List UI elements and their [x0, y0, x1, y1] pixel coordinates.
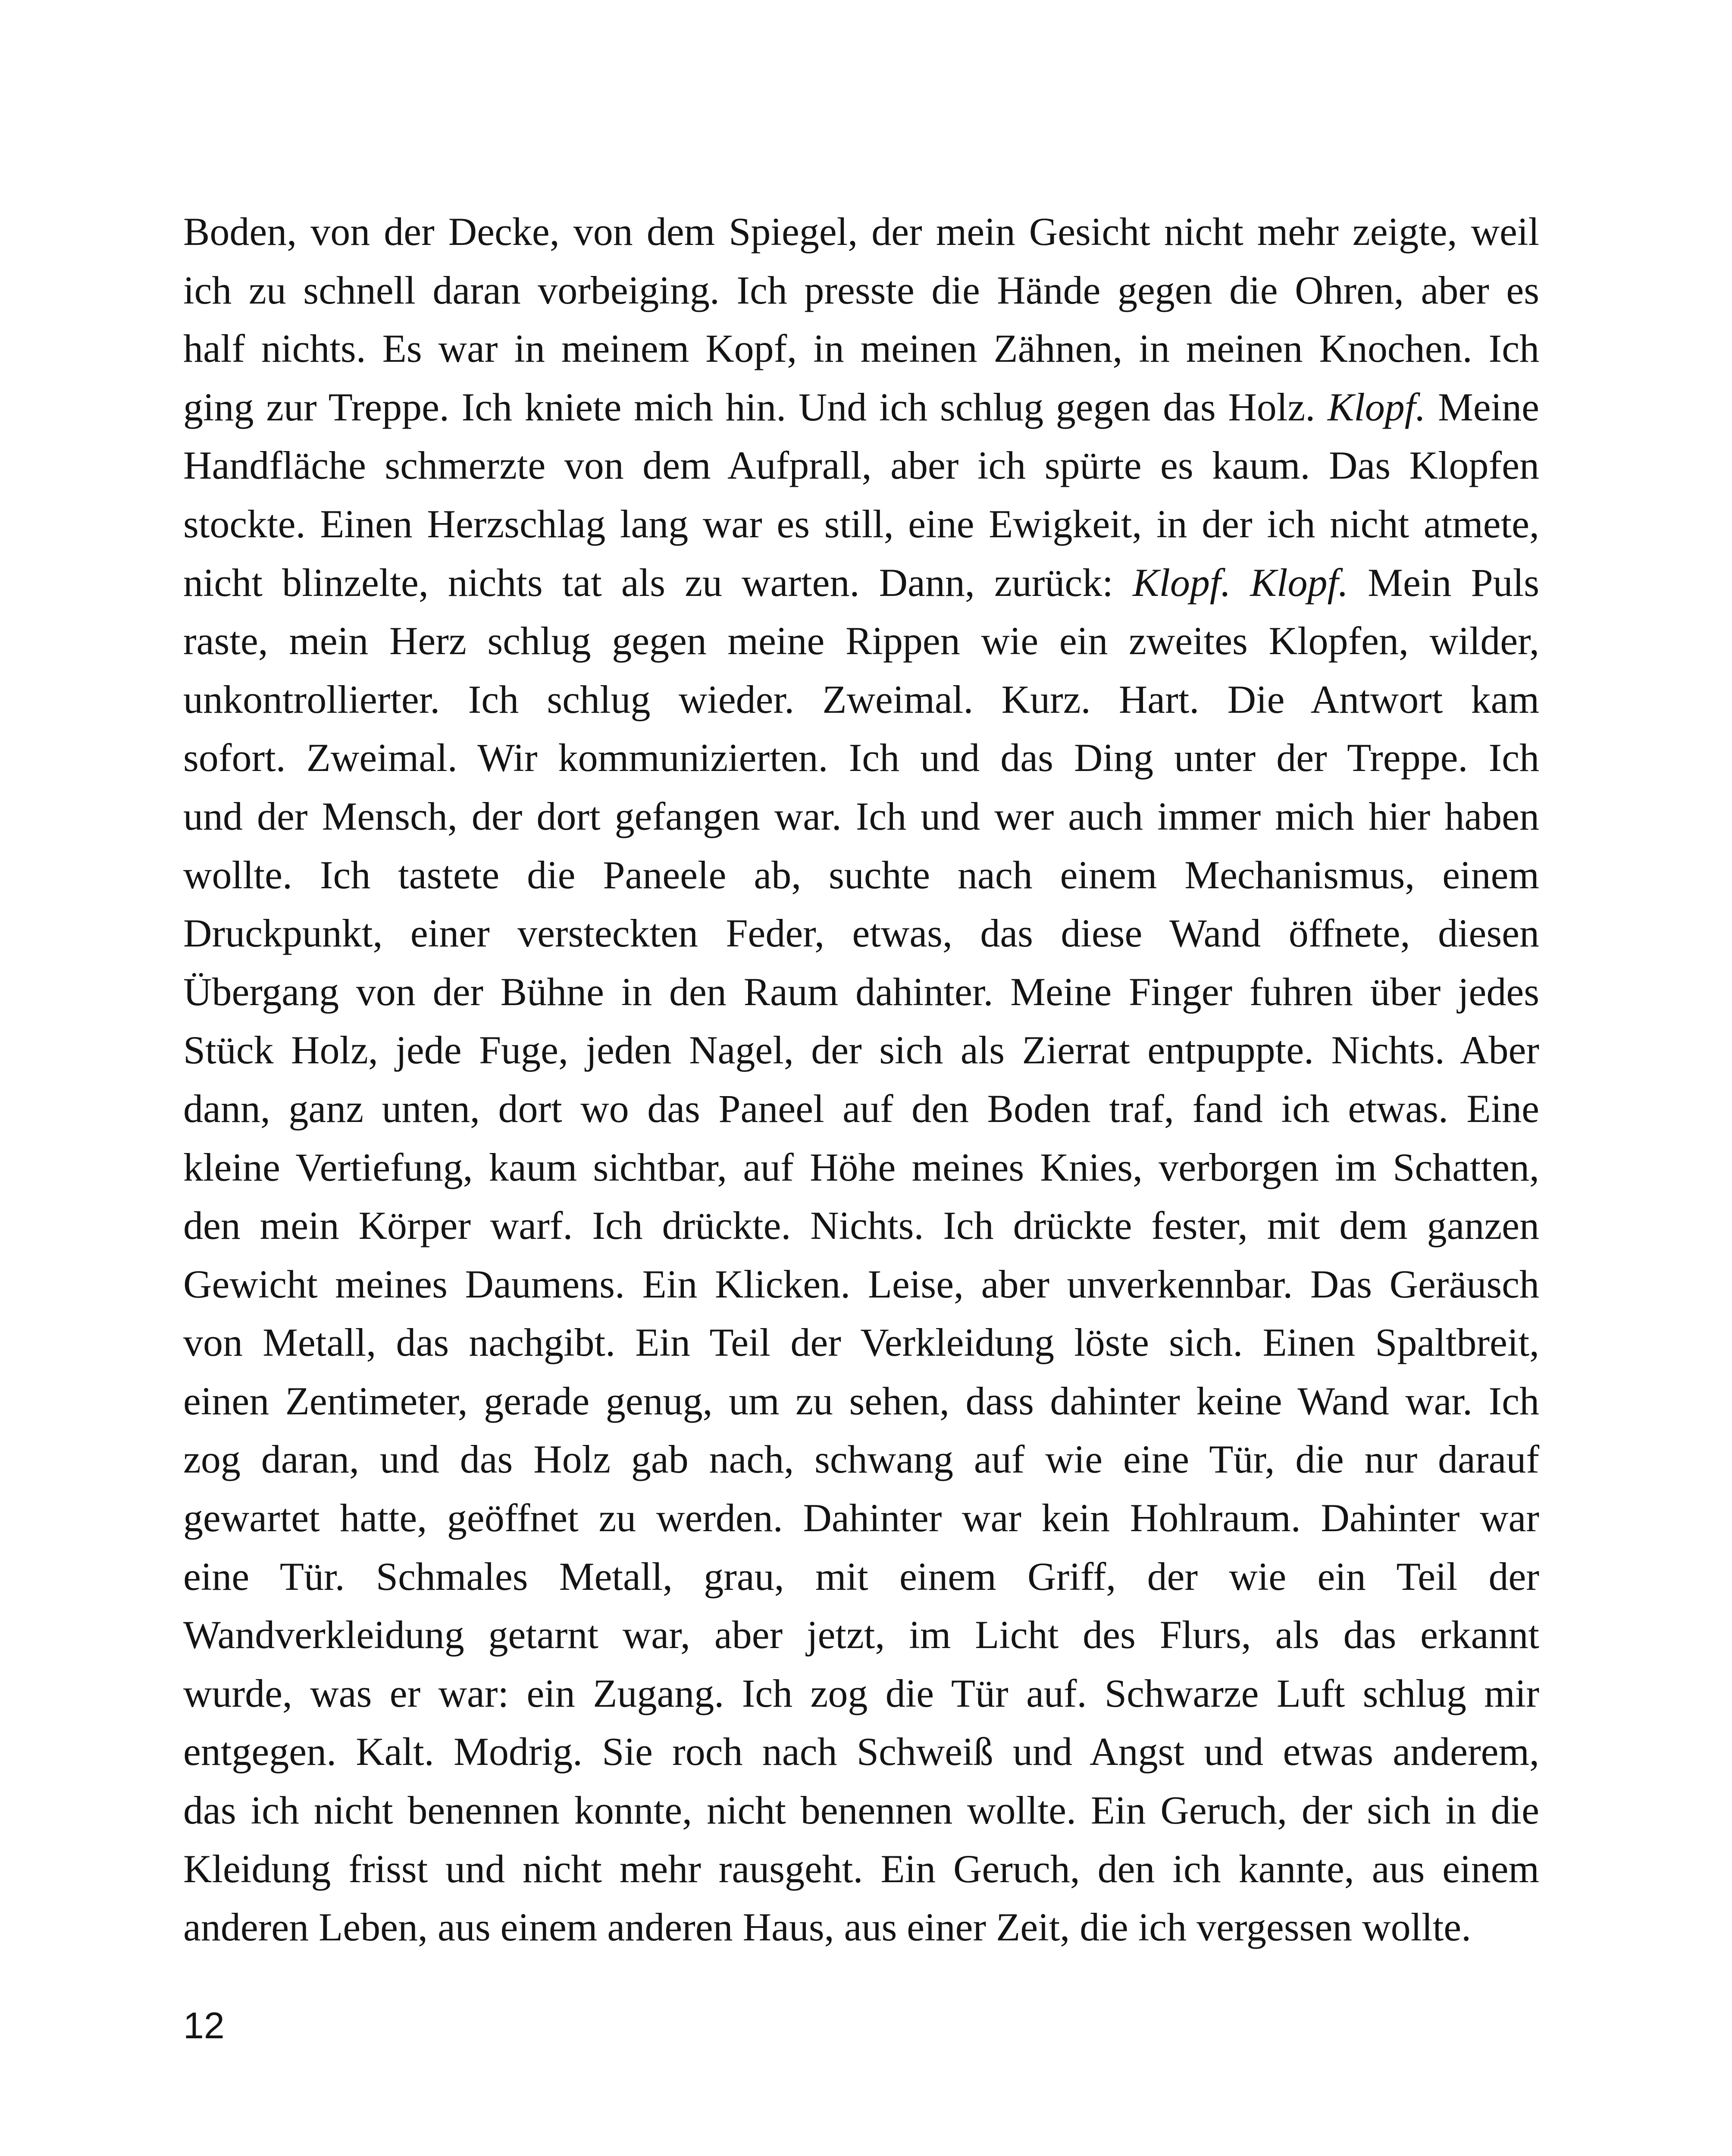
- text-line: [183, 1255, 1539, 1314]
- text-line: [183, 1664, 1539, 1723]
- text-segment: raste, mein Herz schlug gegen meine Rippen wie ein zweites Klopfen, wilder,: [183, 619, 1539, 663]
- text-line: [183, 904, 1539, 963]
- text-line: [183, 612, 1539, 671]
- text-segment: und der Mensch, der dort gefangen war. Ich und wer auch immer mich hier haben: [183, 794, 1539, 838]
- page-number: 12: [183, 2005, 225, 2046]
- text-line: [183, 1898, 1539, 1957]
- text-segment: kleine Vertiefung, kaum sichtbar, auf Höhe meines Knies, verborgen im Schatten,: [183, 1145, 1539, 1189]
- text-segment: von Metall, das nachgibt. Ein Teil der Verkleidung löste sich. Einen Spaltbreit,: [183, 1320, 1539, 1365]
- text-segment: dann, ganz unten, dort wo das Paneel auf den Boden traf, fand ich etwas. Eine: [183, 1086, 1539, 1131]
- text-line: [183, 1021, 1539, 1080]
- text-segment: stockte. Einen Herzschlag lang war es still, eine Ewigkeit, in der ich nicht atmete,: [183, 501, 1539, 546]
- text-line: [183, 1197, 1539, 1255]
- text-segment: den mein Körper warf. Ich drückte. Nichts. Ich drückte fester, mit dem ganzen: [183, 1203, 1539, 1248]
- text-segment: Druckpunkt, einer versteckten Feder, etwas, das diese Wand öffnete, diesen: [183, 911, 1539, 956]
- text-segment: unkontrollierter. Ich schlug wieder. Zweimal. Kurz. Hart. Die Antwort kam: [183, 677, 1539, 721]
- text-line: [183, 1430, 1539, 1489]
- text-line: [183, 1489, 1539, 1548]
- text-line: [183, 320, 1539, 378]
- text-segment: Handfläche schmerzte von dem Aufprall, aber ich spürte es kaum. Das Klopfen: [183, 443, 1539, 488]
- text-segment: gewartet hatte, geöffnet zu werden. Dahinter war kein Hohlraum. Dahinter war: [183, 1496, 1539, 1540]
- text-line: [183, 495, 1539, 554]
- text-segment: Gewicht meines Daumens. Ein Klicken. Leise, aber unverkennbar. Das Geräusch: [183, 1262, 1539, 1306]
- body-text: [183, 203, 1539, 1957]
- text-segment: das ich nicht benennen konnte, nicht benennen wollte. Ein Geruch, der sich in die: [183, 1788, 1539, 1833]
- text-line: [183, 436, 1539, 495]
- text-line: [183, 1372, 1539, 1431]
- text-line: [183, 1840, 1539, 1899]
- text-segment: ich zu schnell daran vorbeiging. Ich presste die Hände gegen die Ohren, aber es: [183, 268, 1539, 312]
- text-segment: Mein Puls: [1348, 560, 1540, 605]
- text-segment: Übergang von der Bühne in den Raum dahinter. Meine Finger fuhren über jedes: [183, 969, 1539, 1014]
- text-segment: Wandverkleidung getarnt war, aber jetzt, im Licht des Flurs, als das erkannt: [183, 1613, 1539, 1657]
- text-line: [183, 1606, 1539, 1664]
- italic-text: Klopf. Klopf.: [1132, 560, 1349, 605]
- text-line: [183, 1080, 1539, 1138]
- text-line: [183, 787, 1539, 846]
- text-segment: ging zur Treppe. Ich kniete mich hin. Und ich schlug gegen das Holz.: [183, 385, 1328, 429]
- text-segment: Stück Holz, jede Fuge, jeden Nagel, der sich als Zierrat entpuppte. Nichts. Aber: [183, 1028, 1539, 1072]
- text-line: [183, 1138, 1539, 1197]
- text-segment: zog daran, und das Holz gab nach, schwang auf wie eine Tür, die nur darauf: [183, 1437, 1539, 1482]
- text-line: [183, 729, 1539, 787]
- text-line: [183, 261, 1539, 320]
- text-line: [183, 1548, 1539, 1606]
- text-segment: eine Tür. Schmales Metall, grau, mit einem Griff, der wie ein Teil der: [183, 1554, 1539, 1598]
- text-line: [183, 963, 1539, 1022]
- text-segment: sofort. Zweimal. Wir kommunizierten. Ich und das Ding unter der Treppe. Ich: [183, 736, 1539, 780]
- text-segment: half nichts. Es war in meinem Kopf, in meinen Zähnen, in meinen Knochen. Ich: [183, 326, 1539, 371]
- text-segment: Boden, von der Decke, von dem Spiegel, der mein Gesicht nicht mehr zeigte, weil: [183, 210, 1539, 254]
- text-line: [183, 1781, 1539, 1840]
- text-segment: Kleidung frisst und nicht mehr rausgeht. Ein Geruch, den ich kannte, aus einem: [183, 1846, 1539, 1891]
- text-line: [183, 846, 1539, 905]
- text-line: [183, 1723, 1539, 1781]
- text-line: [183, 671, 1539, 729]
- text-segment: nicht blinzelte, nichts tat als zu warten. Dann, zurück:: [183, 560, 1133, 605]
- text-segment: anderen Leben, aus einem anderen Haus, aus einer Zeit, die ich vergessen wollte.: [183, 1905, 1472, 1949]
- text-segment: Meine: [1425, 385, 1539, 429]
- text-segment: einen Zentimeter, gerade genug, um zu sehen, dass dahinter keine Wand war. Ich: [183, 1379, 1539, 1423]
- text-segment: wollte. Ich tastete die Paneele ab, suchte nach einem Mechanismus, einem: [183, 852, 1539, 897]
- text-line: [183, 1313, 1539, 1372]
- text-segment: wurde, was er war: ein Zugang. Ich zog die Tür auf. Schwarze Luft schlug mir: [183, 1671, 1539, 1715]
- text-line: [183, 378, 1539, 437]
- text-line: [183, 203, 1539, 261]
- italic-text: Klopf.: [1327, 385, 1426, 429]
- text-segment: entgegen. Kalt. Modrig. Sie roch nach Schweiß und Angst und etwas anderem,: [183, 1730, 1539, 1774]
- text-line: [183, 554, 1539, 612]
